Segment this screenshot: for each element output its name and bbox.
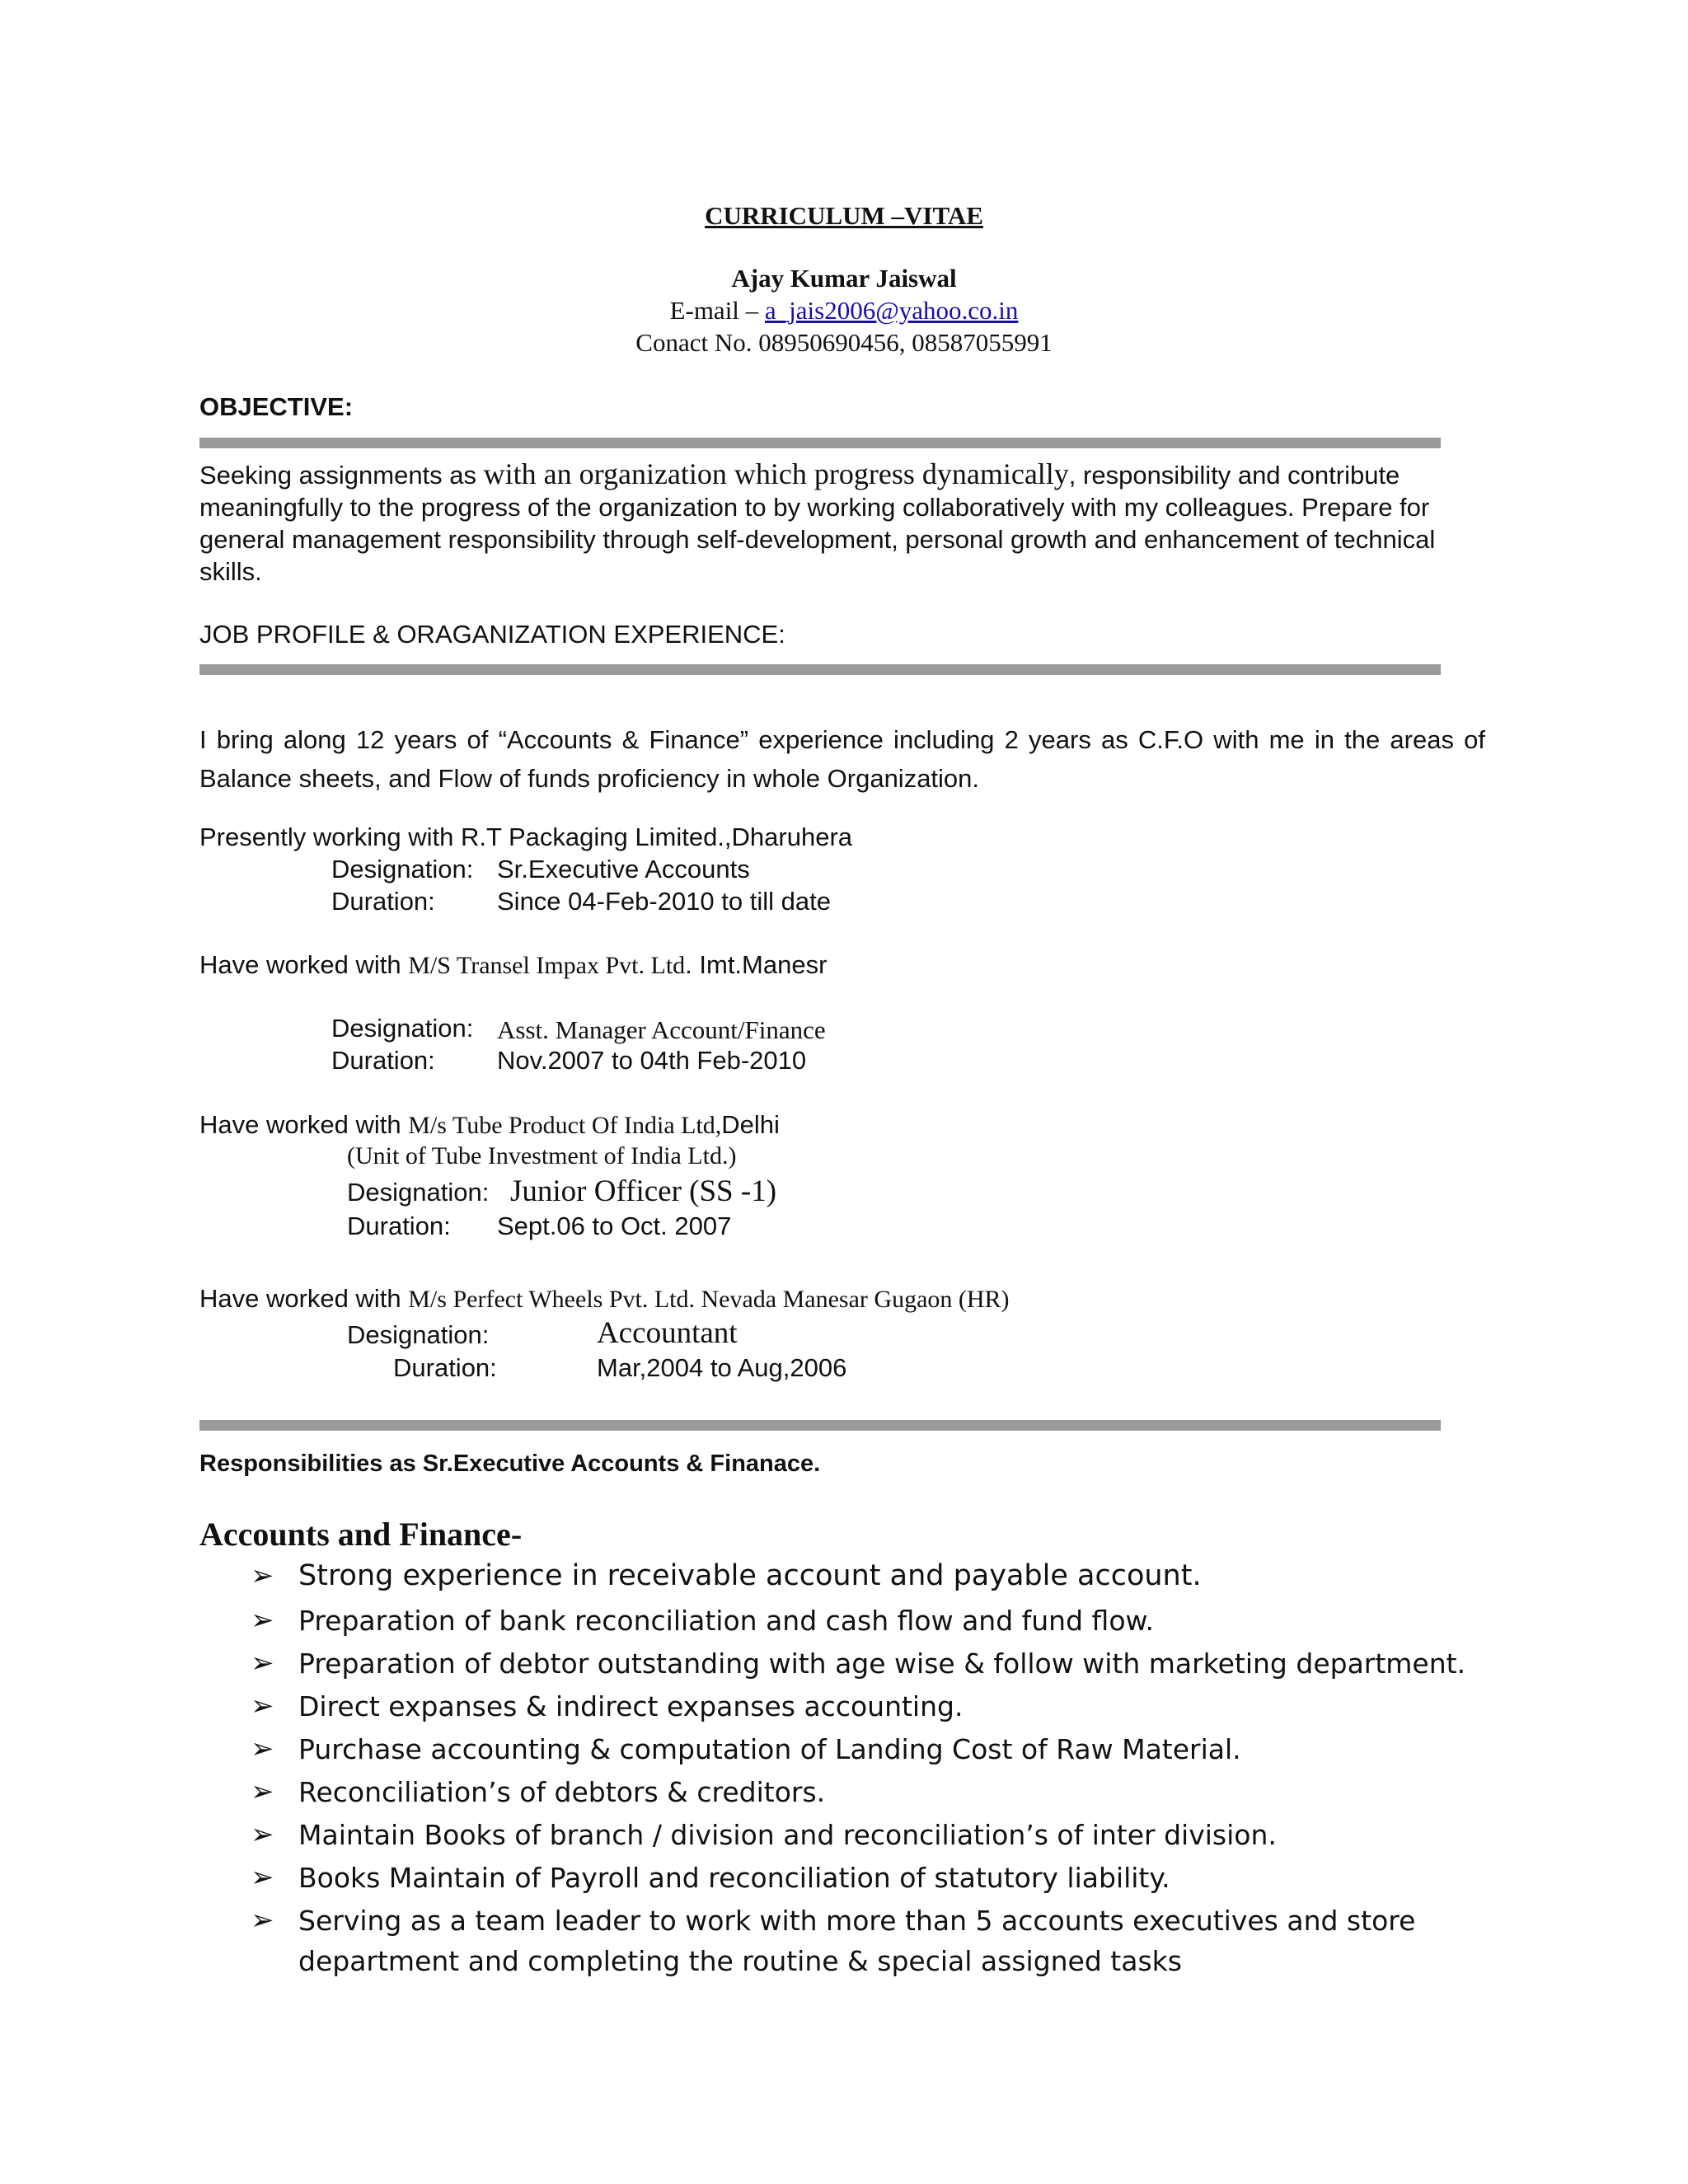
employment-line [199, 1284, 1010, 1314]
accounts-finance-heading: Accounts and Finance- [199, 1516, 523, 1553]
duration-label: Duration: [347, 1212, 451, 1240]
objective-text-part1: Seeking assignments as [199, 461, 484, 490]
list-item-text: Maintain Books of branch / division and reconciliation’s of inter division. [298, 1819, 1277, 1851]
company-name: M/s Perfect Wheels Pvt. Ltd [408, 1286, 689, 1313]
section-divider [199, 438, 1441, 448]
list-item-text: Books Maintain of Payroll and reconciliation of statutory liability. [298, 1862, 1170, 1894]
candidate-name: Ajay Kumar Jaiswal [731, 264, 957, 293]
duration-value: Nov.2007 to 04th Feb-2010 [497, 1046, 807, 1075]
email-link[interactable]: a_jais2006@yahoo.co.in [764, 296, 1019, 325]
list-item-text: Purchase accounting & computation of Landing Cost of Raw Material. [298, 1733, 1241, 1765]
duration-label: Duration: [331, 887, 435, 916]
duration-value: Sept.06 to Oct. 2007 [497, 1212, 732, 1240]
arrow-bullet-icon: ➢ [251, 1818, 274, 1851]
employment-prefix: Have worked with [199, 1110, 409, 1139]
duration-value: Mar,2004 to Aug,2006 [597, 1353, 847, 1382]
employment-location: Delhi [721, 1110, 780, 1139]
section-divider [199, 664, 1441, 675]
list-item-text: Preparation of debtor outstanding with age wise & follow with marketing department. [298, 1647, 1466, 1680]
job-profile-heading: JOB PROFILE & ORAGANIZATION EXPERIENCE: [199, 620, 785, 649]
designation-value: Asst. Manager Account/Finance [497, 1015, 826, 1044]
designation-label: Designation: [347, 1178, 490, 1207]
employment-line: Presently working with R.T Packaging Limited.,Dharuhera [199, 823, 853, 851]
arrow-bullet-icon: ➢ [251, 1904, 274, 1937]
list-item-text: Preparation of bank reconciliation and cash flow and fund flow. [298, 1605, 1154, 1637]
email-label: E-mail – [669, 296, 765, 325]
employment-prefix: Have worked with [199, 950, 409, 979]
document-title: CURRICULUM –VITAE [705, 201, 983, 230]
arrow-bullet-icon: ➢ [251, 1647, 274, 1680]
designation-value: Sr.Executive Accounts [497, 855, 750, 883]
list-item-text: Direct expanses & indirect expanses accounting. [298, 1690, 964, 1722]
objective-text-part2: with an organization which progress dynamically [483, 457, 1069, 490]
employment-location: . Imt.Manesr [685, 950, 828, 979]
duration-value: Since 04-Feb-2010 to till date [497, 887, 831, 916]
arrow-bullet-icon: ➢ [251, 1861, 274, 1894]
arrow-bullet-icon: ➢ [251, 1559, 274, 1592]
employment-location: . Nevada Manesar Gugaon (HR) [688, 1286, 1010, 1313]
duration-label: Duration: [331, 1046, 435, 1075]
designation-label: Designation: [331, 855, 474, 883]
duration-label: Duration: [393, 1353, 497, 1382]
designation-label: Designation: [331, 1014, 474, 1043]
company-name: M/s Tube Product Of India Ltd, [408, 1112, 722, 1139]
company-unit-note: (Unit of Tube Investment of India Ltd.) [347, 1142, 737, 1169]
list-item-text: Serving as a team leader to work with more than 5 accounts executives and store department and completing the routine & special assigned tasks [298, 1905, 1416, 1977]
arrow-bullet-icon: ➢ [251, 1604, 274, 1637]
arrow-bullet-icon: ➢ [251, 1775, 274, 1808]
arrow-bullet-icon: ➢ [251, 1690, 274, 1722]
objective-heading: OBJECTIVE: [199, 392, 354, 421]
responsibilities-heading: Responsibilities as Sr.Executive Accounts & Finanace. [199, 1451, 821, 1477]
arrow-bullet-icon: ➢ [251, 1732, 274, 1765]
list-item-text: Reconciliation’s of debtors & creditors. [298, 1776, 826, 1808]
designation-value: Junior Officer (SS -1) [510, 1174, 777, 1208]
experience-summary: I bring along 12 years of “Accounts & Finance” experience including 2 years as C.F.O with me in the areas of Balance sheets, and Flow of funds proficiency in whole Organization. [199, 725, 1485, 793]
employment-line [199, 950, 827, 980]
designation-value: Accountant [597, 1316, 738, 1350]
employment-line [199, 1110, 780, 1140]
company-name: M/S Transel Impax Pvt. Ltd [408, 952, 686, 979]
section-divider [199, 1420, 1441, 1431]
list-item-text: Strong experience in receivable account and payable account. [298, 1559, 1202, 1592]
objective-text-part3: , responsibility and contribute meaningfully to the progress of the organization to by working collaboratively with my colleagues. Prepare for general management responsibility through self-development, personal growth and enhancement of technical skills. [199, 461, 1436, 586]
email-line [0, 296, 1688, 326]
objective-text [199, 458, 1485, 588]
designation-label: Designation: [347, 1320, 490, 1349]
employment-prefix: Have worked with [199, 1284, 409, 1313]
contact-number: Conact No. 08950690456, 08587055991 [635, 328, 1053, 357]
